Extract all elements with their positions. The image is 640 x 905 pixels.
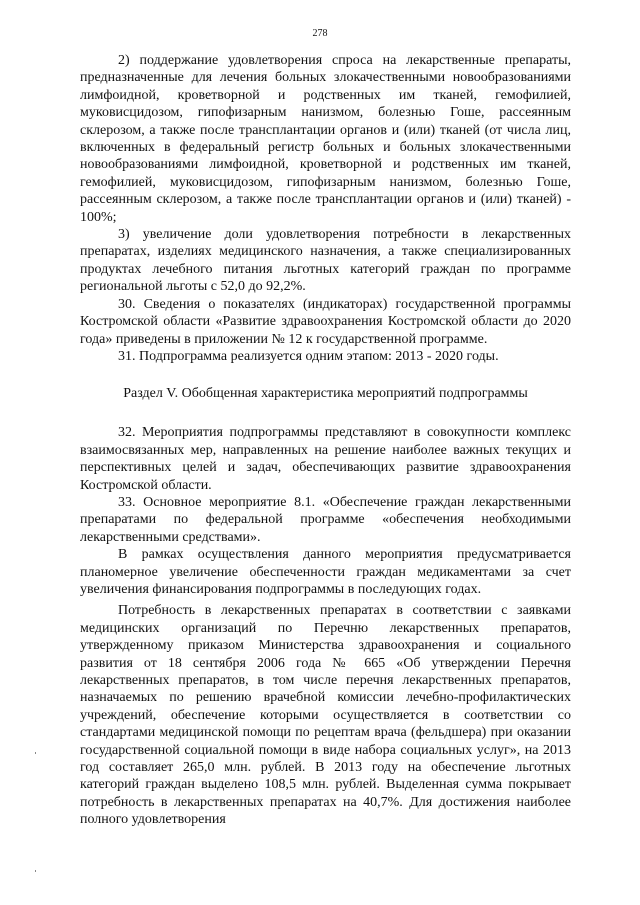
page-number: 278 [312, 28, 328, 39]
paragraph-31: 31. Подпрограмма реализуется одним этапом: 2013 - 2020 годы. [118, 348, 499, 364]
scan-speck [35, 752, 36, 754]
paragraph-implementation: В рамках осуществления данного мероприятия предусматривается планомерное увеличение обеспеченности граждан медикаментами за счет увеличения финансирования подпрограммы в последующих годах. [80, 547, 571, 597]
paragraph-item-2: 2) поддержание удовлетворения спроса на лекарственные препараты, предназначенные для лечения больных злокачественными новообразованиями лимфоидной, кроветворной и родственных им тканей, гемофилией, муковисцидозом, гипофизарным нанизмом, болезнью Гоше, рассеянным склерозом, а также после трансплантации органов и (или) тканей (от числа лиц, включенных в федеральный регистр больных и больных злокачественными новообразованиями лимфоидной, кроветворной и родственных им тканей, гемофилией, муковисцидозом, гипофизарным нанизмом, болезнью Гоше, рассеянным склерозом, а также после трансплантации органов и (или) тканей) - 100%; [80, 53, 571, 225]
document-body [80, 52, 571, 829]
paragraph-demand: Потребность в лекарственных препаратах в соответствии с заявками медицинских организаций по Перечню лекарственных препаратов, утвержденному приказом Министерства здравоохранения и социального развития от 18 сентября 2006 года № 665 «Об утверждении Перечня лекарственных препаратов, в том числе перечня лекарственных препаратов, назначаемых по решению врачебной комиссии лечебно-профилактических учреждений, обеспечение которыми осуществляется в соответствии со стандартами медицинской помощи по рецептам врача (фельдшера) при оказании государственной социальной помощи в виде набора социальных услуг», на 2013 год составляет 265,0 млн. рублей. В 2013 году на обеспечение льготных категорий граждан выделено 108,5 млн. рублей. Выделенная сумма покрывает потребность в лекарственных препаратах на 40,7%. Для достижения наиболее полного удовлетворения [80, 603, 571, 828]
paragraph-item-3: 3) увеличение доли удовлетворения потребности в лекарственных препаратах, изделиях медицинского назначения, а также специализированных продуктах лечебного питания льготных категорий граждан по программе региональной льготы с 52,0 до 92,2%. [80, 227, 571, 295]
paragraph-30: 30. Сведения о показателях (индикаторах) государственной программы Костромской области «Развитие здравоохранения Костромской области до 2020 года» приведены в приложении № 12 к государственной программе. [80, 296, 571, 347]
paragraph-32: 32. Мероприятия подпрограммы представляют в совокупности комплекс взаимосвязанных мер, направленных на решение наиболее важных текущих и перспективных целей и задач, обеспечивающих развитие здравоохранения Костромской области. [80, 425, 571, 493]
scan-speck [35, 870, 36, 872]
section-heading: Раздел V. Обобщенная характеристика мероприятий подпрограммы [123, 386, 528, 402]
paragraph-33: 33. Основное мероприятие 8.1. «Обеспечение граждан лекарственными препаратами по федеральной программе «обеспечения необходимыми лекарственными средствами». [80, 494, 571, 545]
